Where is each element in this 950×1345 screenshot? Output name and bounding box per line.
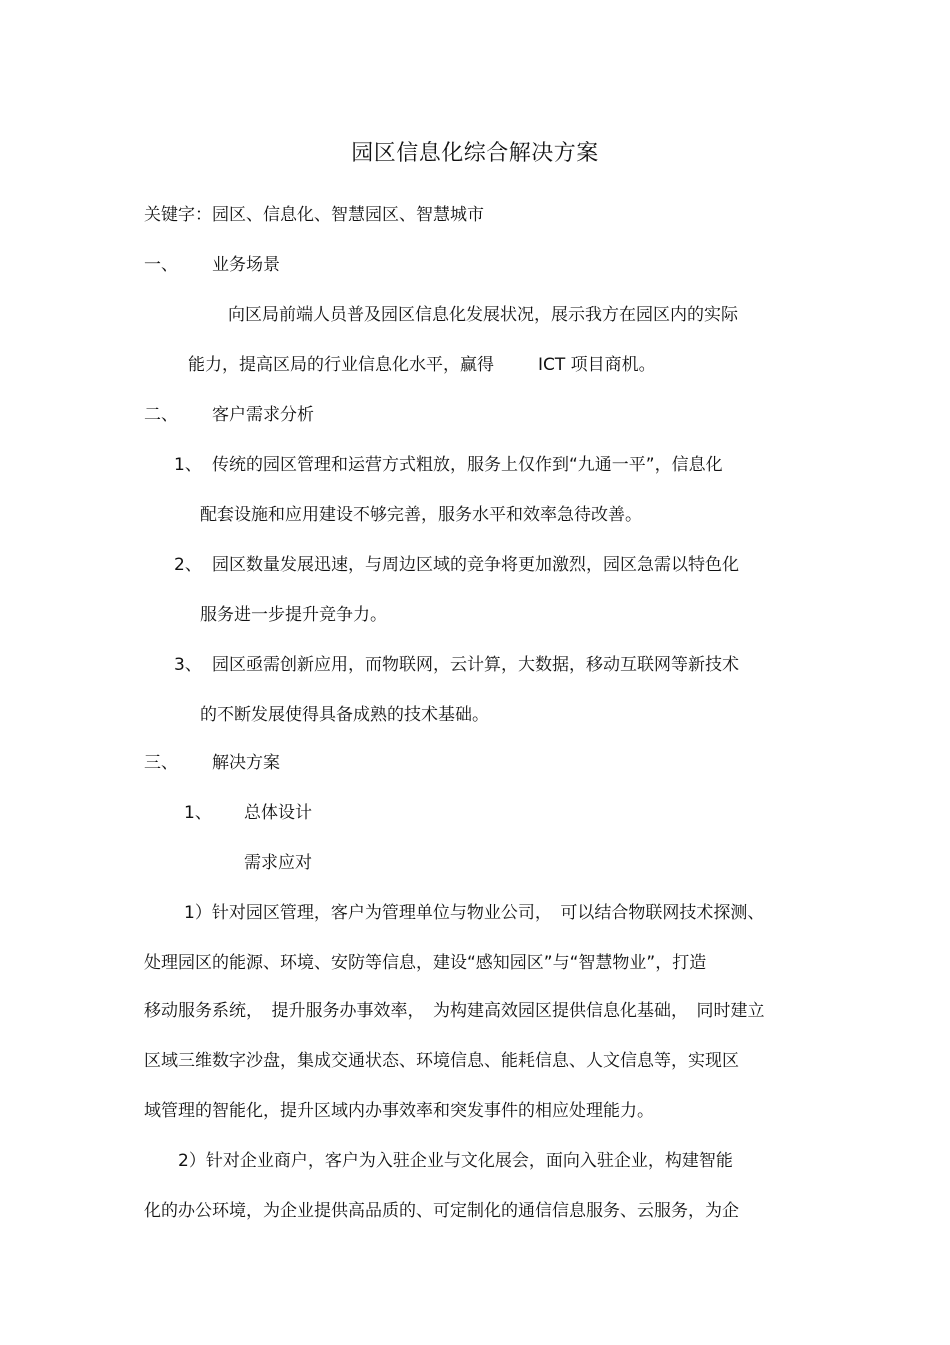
list-item-number: 1、 <box>174 455 202 475</box>
section-2-heading: 客户需求分析 <box>212 405 314 425</box>
list-item-line-2: 服务进一步提升竞争力。 <box>200 605 387 625</box>
list-item-number: 3、 <box>174 655 202 675</box>
paragraph-2-line: 2）针对企业商户，客户为入驻企业与文化展会，面向入驻企业，构建智能 <box>178 1151 733 1171</box>
paragraph-1-line: 处理园区的能源、环境、安防等信息，建设“感知园区”与“智慧物业”，打造 <box>144 953 707 973</box>
section-2-number: 二、 <box>144 405 178 425</box>
list-item-line-1: 园区亟需创新应用，而物联网，云计算，大数据，移动互联网等新技术 <box>212 655 739 675</box>
sub-subsection-heading: 需求应对 <box>244 853 312 873</box>
paragraph-1-line: 域管理的智能化，提升区域内办事效率和突发事件的相应处理能力。 <box>144 1101 654 1121</box>
section-1-paragraph-line-2a: 能力，提高区局的行业信息化水平，赢得 <box>188 355 494 375</box>
section-1-paragraph-line-1: 向区局前端人员普及园区信息化发展状况，展示我方在园区内的实际 <box>228 305 738 325</box>
paragraph-2-line: 化的办公环境，为企业提供高品质的、可定制化的通信信息服务、云服务，为企 <box>144 1201 739 1221</box>
subsection-number: 1、 <box>184 803 212 823</box>
section-3-heading: 解决方案 <box>212 753 280 773</box>
list-item-line-1: 传统的园区管理和运营方式粗放，服务上仅作到“九通一平”，信息化 <box>212 455 723 475</box>
list-item-line-2: 配套设施和应用建设不够完善，服务水平和效率急待改善。 <box>200 505 642 525</box>
paragraph-1-line: 移动服务系统， 提升服务办事效率， 为构建高效园区提供信息化基础， 同时建立 <box>144 1001 765 1021</box>
paragraph-1-line: 区域三维数字沙盘，集成交通状态、环境信息、能耗信息、人文信息等，实现区 <box>144 1051 739 1071</box>
list-item-line-1: 园区数量发展迅速，与周边区域的竞争将更加激烈，园区急需以特色化 <box>212 555 739 575</box>
subsection-heading: 总体设计 <box>244 803 312 823</box>
list-item-number: 2、 <box>174 555 202 575</box>
keywords-line: 关键字：园区、信息化、智慧园区、智慧城市 <box>144 205 484 225</box>
section-1-heading: 业务场景 <box>212 255 280 275</box>
list-item-line-2: 的不断发展使得具备成熟的技术基础。 <box>200 705 489 725</box>
document-title: 园区信息化综合解决方案 <box>351 141 599 166</box>
paragraph-1-line: 1）针对园区管理，客户为管理单位与物业公司， 可以结合物联网技术探测、 <box>184 903 765 923</box>
section-1-paragraph-line-2b: ICT 项目商机。 <box>538 355 656 375</box>
section-1-number: 一、 <box>144 255 178 275</box>
section-3-number: 三、 <box>144 753 178 773</box>
